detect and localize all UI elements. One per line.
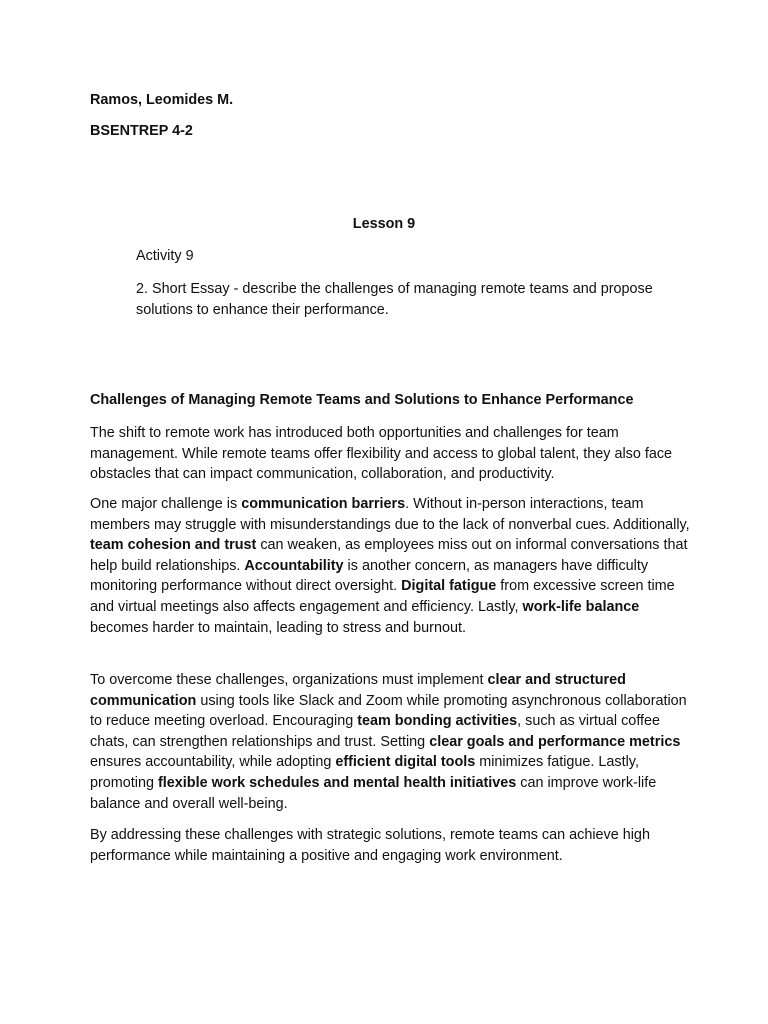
key-term: Accountability <box>244 557 344 574</box>
key-term: communication barriers <box>241 496 406 512</box>
paragraph-text: can improve work-life balance and overall well-being. <box>90 774 657 812</box>
key-term: flexible work schedules and mental health initiatives <box>158 774 517 791</box>
key-term: Digital fatigue <box>401 578 497 595</box>
essay-title: Challenges of Managing Remote Teams and Solutions to Enhance Performance <box>90 392 634 408</box>
essay-paragraph-4: By addressing these challenges with strategic solutions, remote teams can achieve high performance while maintaining a positive and engaging work environment. <box>90 827 650 864</box>
essay-paragraph-2 <box>90 494 690 638</box>
key-term: team cohesion and trust <box>90 537 257 554</box>
paragraph-text: can weaken, as employees miss out on informal conversations that help build relationships. <box>90 537 688 574</box>
activity-label: Activity 9 <box>136 248 194 264</box>
paragraph-text: One major challenge is <box>90 496 242 512</box>
key-term: team bonding activities <box>357 713 518 730</box>
key-term: efficient digital tools <box>335 754 476 771</box>
student-name: Ramos, Leomides M. <box>90 92 234 108</box>
paragraph-text: minimizes fatigue. Lastly, promoting <box>90 754 639 791</box>
key-term: clear and structured communication <box>90 672 626 709</box>
paragraph-text: using tools like Slack and Zoom while promoting asynchronous collaboration to reduce meeting overload. Encouraging <box>90 692 687 730</box>
essay-paragraph-1: The shift to remote work has introduced both opportunities and challenges for team management. While remote teams offer flexibility and access to global talent, they also face obstacles that can impact communication, collaboration, and productivity. <box>90 425 673 483</box>
paragraph-text: from excessive screen time and virtual meetings also affects engagement and efficiency. Lastly, <box>90 578 675 615</box>
key-term: clear goals and performance metrics <box>429 733 681 750</box>
lesson-title: Lesson 9 <box>352 216 416 232</box>
paragraph-text: . Without in-person interactions, team members may struggle with misunderstandings due to the lack of nonverbal cues. Additionally, <box>90 496 690 533</box>
essay-paragraph-3 <box>90 670 690 814</box>
paragraph-text: ensures accountability, while adopting <box>90 754 336 771</box>
key-term: work-life balance <box>522 598 640 615</box>
essay-prompt: 2. Short Essay - describe the challenges of managing remote teams and propose solutions to enhance their performance. <box>136 281 653 318</box>
paragraph-text: , such as virtual coffee chats, can strengthen relationships and trust. Setting <box>90 713 661 750</box>
paragraph-text: becomes harder to maintain, leading to stress and burnout. <box>90 619 466 636</box>
paragraph-text: is another concern, as managers have difficulty monitoring performance without direct oversight. <box>90 557 649 595</box>
paragraph-text: To overcome these challenges, organizations must implement <box>90 672 488 688</box>
student-section: BSENTREP 4-2 <box>90 123 193 139</box>
